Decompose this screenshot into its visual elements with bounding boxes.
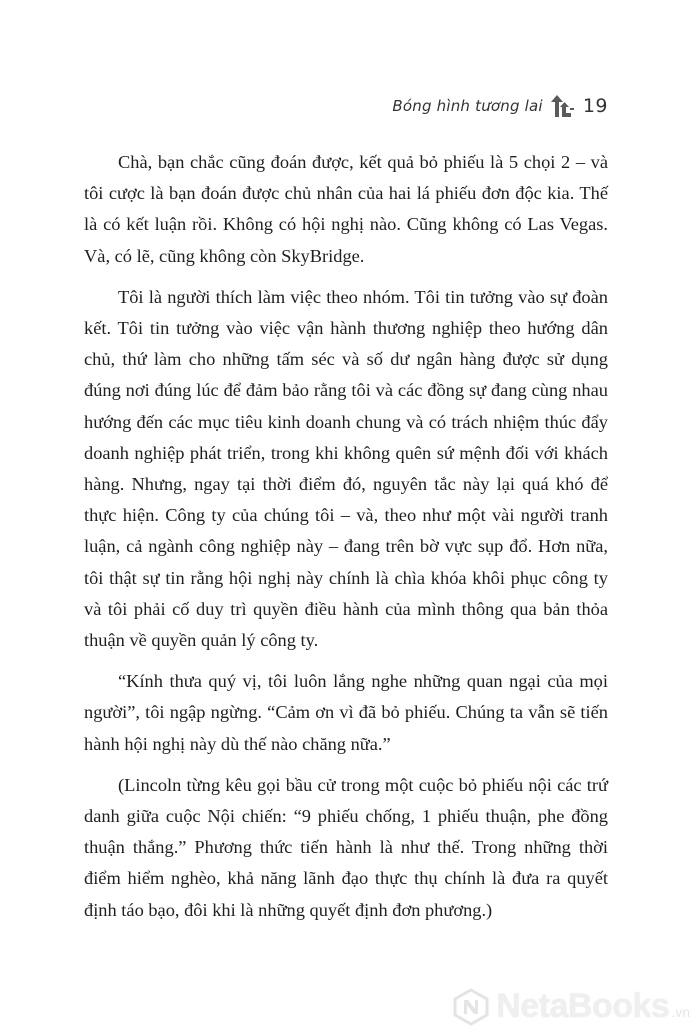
- paragraph: Chà, bạn chắc cũng đoán được, kết quả bỏ phiếu là 5 chọi 2 – và tôi cược là bạn đoán được chủ nhân của hai lá phiếu đơn độc kia. Thế là có kết luận rồi. Không có hội nghị nào. Cũng không có Las Vegas. Và, có lẽ, cũng không còn SkyBridge.: [84, 152, 608, 266]
- body-text: [84, 147, 608, 936]
- netabooks-logo-icon: [452, 988, 490, 1026]
- page-number: 19: [582, 95, 608, 117]
- paragraph: “Kính thưa quý vị, tôi luôn lắng nghe những quan ngại của mọi người”, tôi ngập ngừng. “Cảm ơn vì đã bỏ phiếu. Chúng ta vẫn sẽ tiến hành hội nghị này dù thế nào chăng nữa.”: [84, 671, 608, 754]
- watermark: [452, 987, 690, 1026]
- publisher-arrow-logo-icon: [549, 93, 577, 119]
- running-title: Bóng hình tương lai: [392, 97, 543, 115]
- paragraph: (Lincoln từng kêu gọi bầu cử trong một cuộc bỏ phiếu nội các trứ danh giữa cuộc Nội chiến: “9 phiếu chống, 1 phiếu thuận, phe đồng thuận thắng.” Phương thức tiến hành là như thế. Trong những thời điểm hiểm nghèo, khả năng lãnh đạo thực thụ chính là đưa ra quyết định táo bạo, đôi khi là những quyết định đơn phương.): [84, 774, 608, 920]
- running-header: [392, 93, 608, 119]
- watermark-brand: NetaBooks: [496, 987, 670, 1025]
- watermark-suffix: .vn: [671, 1004, 690, 1020]
- paragraph: Tôi là người thích làm việc theo nhóm. Tôi tin tưởng vào sự đoàn kết. Tôi tin tưởng vào việc vận hành thương nghiệp theo hướng dân chủ, thứ làm cho những tấm séc và số dư ngân hàng được sử dụng đúng nơi đúng lúc để đảm bảo rằng tôi và các đồng sự đang cùng nhau hướng đến các mục tiêu kinh doanh chung và có trách nhiệm thúc đẩy doanh nghiệp phát triển, trong khi không quên sứ mệnh đối với khách hàng. Nhưng, ngay tại thời điểm đó, nguyên tắc này lại quá khó để thực hiện. Công ty của chúng tôi – và, theo như một vài người tranh luận, cả ngành công nghiệp này – đang trên bờ vực sụp đổ. Hơn nữa, tôi thật sự tin rằng hội nghị này chính là chìa khóa khôi phục công ty và tôi phải cố duy trì quyền điều hành của mình thông qua bản thỏa thuận về quyền quản lý công ty.: [84, 286, 608, 651]
